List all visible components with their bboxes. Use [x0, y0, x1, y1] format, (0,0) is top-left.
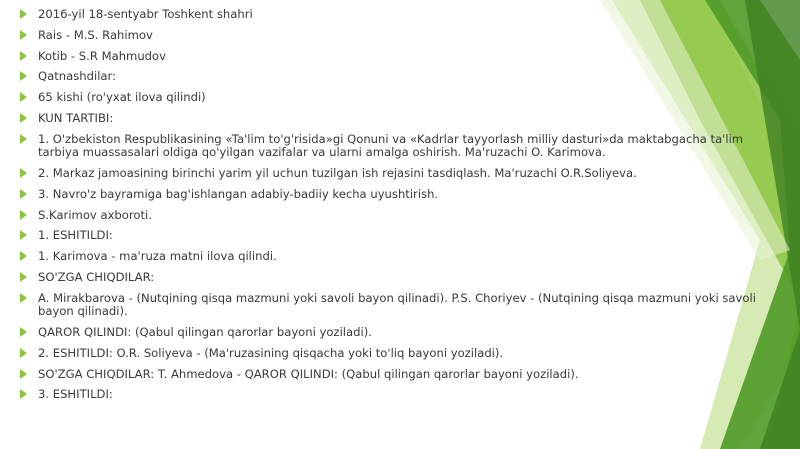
list-item	[20, 368, 780, 382]
bullet-arrow-icon	[20, 327, 27, 337]
item-text: S.Karimov axboroti.	[38, 207, 152, 222]
list-item	[20, 292, 780, 319]
bullet-arrow-icon	[20, 348, 27, 358]
list-item	[20, 188, 780, 202]
bullet-arrow-icon	[20, 230, 27, 240]
list-item	[20, 271, 780, 285]
list-item	[20, 347, 780, 361]
bullet-arrow-icon	[20, 168, 27, 178]
item-text: 65 kishi (ro'yxat ilova qilindi)	[38, 90, 206, 105]
item-text: Qatnashdilar:	[38, 69, 116, 84]
list-item	[20, 8, 780, 22]
list-item	[20, 50, 780, 64]
bullet-arrow-icon	[20, 113, 27, 123]
item-text: 3. ESHITILDI:	[38, 387, 113, 402]
list-item	[20, 29, 780, 43]
item-text: 2016-yil 18-sentyabr Toshkent shahri	[38, 7, 253, 21]
item-text: 3. Navro'z bayramiga bag'ishlangan adabiy-badiiy kecha uyushtirish.	[38, 186, 439, 201]
item-text: 2. ESHITILDI: O.R. Soliyeva - (Ma'ruzasining qisqacha yoki to'liq bayoni yoziladi).	[38, 345, 504, 360]
item-text: KUN TARTIBI:	[38, 110, 114, 125]
item-text: 1. Karimova - ma'ruza matni ilova qilindi.	[38, 249, 277, 264]
bullet-arrow-icon	[20, 51, 27, 61]
list-item	[20, 133, 780, 160]
bullet-arrow-icon	[20, 71, 27, 81]
list-item	[20, 70, 780, 84]
bullet-arrow-icon	[20, 134, 27, 144]
bullet-arrow-icon	[20, 210, 27, 220]
bullet-arrow-icon	[20, 293, 27, 303]
bullet-arrow-icon	[20, 369, 27, 379]
list-item	[20, 229, 780, 243]
bullet-arrow-icon	[20, 92, 27, 102]
list-item	[20, 112, 780, 126]
list-item	[20, 388, 780, 402]
item-text: SO'ZGA CHIQDILAR:	[38, 269, 155, 284]
item-text: 1. ESHITILDI:	[38, 228, 113, 243]
bullet-arrow-icon	[20, 189, 27, 199]
item-text: Rais - M.S. Rahimov	[38, 27, 153, 42]
list-item	[20, 250, 780, 264]
item-text: A. Mirakbarova - (Nutqining qisqa mazmuni yoki savoli bayon qilinadi). P.S. Choriyev - (Nutqining qisqa mazmuni yoki savoli bayon qilinadi).	[38, 290, 756, 319]
list-item	[20, 167, 780, 181]
item-text: SO'ZGA CHIQDILAR: T. Ahmedova - QAROR QILINDI: (Qabul qilingan qarorlar bayoni yoziladi).	[38, 366, 579, 381]
item-text: 2. Markaz jamoasining birinchi yarim yil uchun tuzilgan ish rejasini tasdiqlash. Ma'ruzachi O.R.Soliyeva.	[38, 166, 637, 181]
bullet-arrow-icon	[20, 30, 27, 40]
list-item	[20, 326, 780, 340]
item-text: QAROR QILINDI: (Qabul qilingan qarorlar bayoni yoziladi).	[38, 325, 372, 340]
item-text: Kotib - S.R Mahmudov	[38, 48, 166, 63]
list-item	[20, 209, 780, 223]
bullet-arrow-icon	[20, 389, 27, 399]
list-item	[20, 91, 780, 105]
item-text: 1. O'zbekiston Respublikasining «Ta'lim to'g'risida»gi Qonuni va «Kadrlar tayyorlash milliy dasturi»da maktabgacha ta'lim tarbiya muassasalari oldiga qo'yilgan vazifalar va ularni amalga oshirish. Ma'ruzachi O. Karimova.	[38, 131, 744, 160]
agenda-list	[20, 8, 780, 409]
bullet-arrow-icon	[20, 251, 27, 261]
bullet-arrow-icon	[20, 272, 27, 282]
bullet-arrow-icon	[20, 9, 27, 19]
